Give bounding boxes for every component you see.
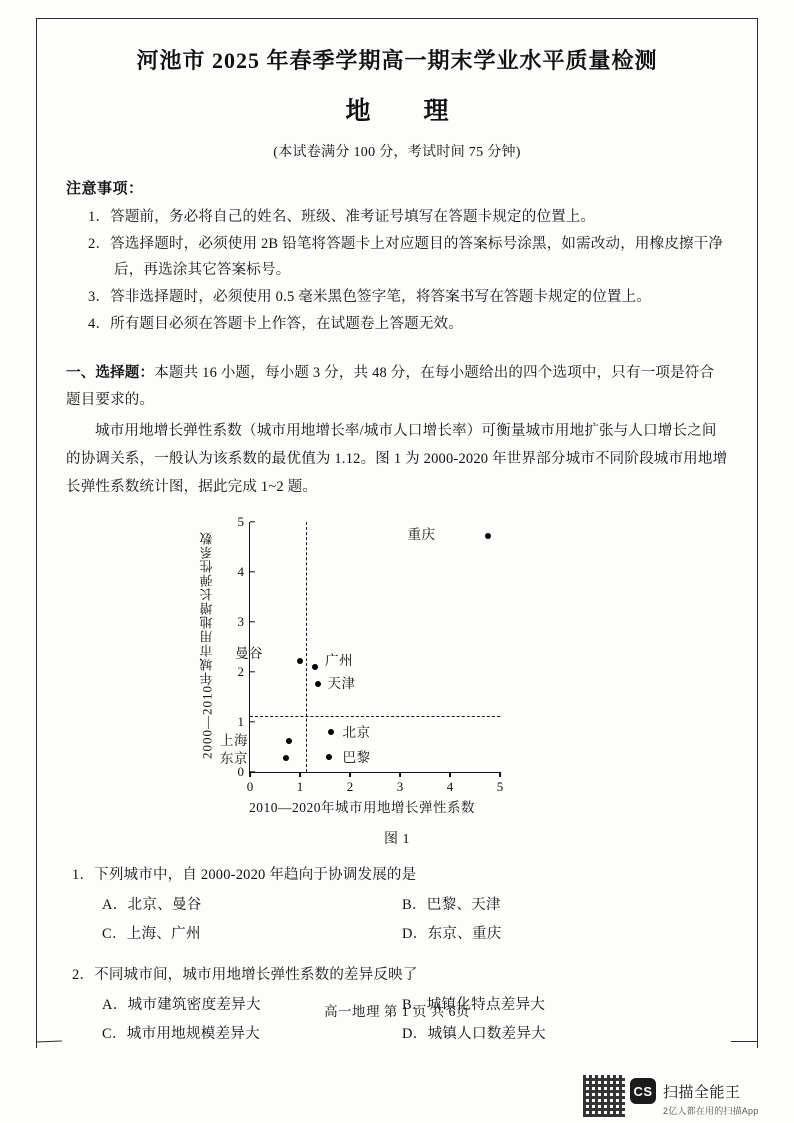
option-d[interactable]: D．东京、重庆	[402, 925, 502, 942]
chart-x-tick: 2	[347, 772, 354, 795]
page-corner-bottom-left	[36, 1041, 62, 1043]
section-instruction: 本题共 16 小题，每小题 3 分，共 48 分，在每小题给出的四个选项中，只有一项是符合题目要求的。	[66, 364, 715, 409]
section-heading	[66, 360, 728, 415]
question-number: 2．	[72, 966, 95, 983]
question-text: 下列城市中，自 2000-2020 年趋向于协调发展的是	[94, 866, 417, 883]
chart-point-label: 天津	[327, 675, 356, 691]
chart-point-label: 曼谷	[235, 645, 263, 661]
page-edge-right	[757, 18, 758, 1048]
figure-1	[66, 514, 728, 848]
chart-point	[283, 755, 289, 761]
chart-point-label: 巴黎	[342, 749, 371, 765]
chart-y-tick: 0	[238, 764, 251, 780]
chart-point	[485, 533, 491, 539]
question-stem	[72, 962, 728, 990]
exam-info: (本试卷满分 100 分，考试时间 75 分钟)	[273, 144, 521, 160]
page-edge-top	[36, 18, 758, 19]
figure-caption: 图 1	[384, 831, 410, 847]
option-a[interactable]: A．北京、曼谷	[102, 897, 202, 914]
scan-app-subtitle: 2亿人都在用的扫描App	[663, 1106, 759, 1116]
option-b[interactable]: B．巴黎、天津	[402, 897, 501, 914]
chart-y-tick: 5	[238, 514, 251, 530]
chart-point	[315, 681, 321, 687]
option-row	[102, 920, 728, 948]
notice-item: 3．答非选择题时，必须使用 0.5 毫米黑色签字笔，将答案书写在答题卡规定的位置上。	[88, 289, 652, 306]
chart-x-tick: 3	[397, 772, 404, 795]
option-c[interactable]: C．上海、广州	[102, 925, 201, 942]
chart-reference-line-x	[306, 522, 307, 772]
chart-x-tick: 4	[447, 772, 454, 795]
chart-x-tick: 1	[297, 772, 304, 795]
passage-text: 城市用地增长弹性系数（城市用地增长率/城市人口增长率）可衡量城市用地扩张与人口增长之间的协调关系，一般认为该系数的最优值为 1.12。图 1 为 2000-2020 年世界部分城市不同阶段城市用地增长弹性系数统计图，据此完成 1~2 题。	[66, 422, 728, 496]
option-d[interactable]: D．城镇人口数差异大	[402, 1025, 546, 1042]
chart-y-tick: 4	[238, 564, 251, 580]
qr-code-icon	[583, 1075, 625, 1117]
scan-app-name: 扫描全能王	[663, 1083, 741, 1101]
exam-subject: 地 理	[345, 97, 463, 125]
chart-point-label: 重庆	[407, 527, 436, 542]
section-label: 一、选择题：	[66, 364, 155, 381]
question-stem	[72, 862, 728, 890]
option-row	[102, 891, 728, 919]
chart-point	[312, 664, 318, 670]
chart-plot-area	[220, 513, 504, 794]
exam-title: 河池市 2025 年春季学期高一期末学业水平质量检测	[136, 48, 658, 73]
chart-y-tick: 2	[238, 664, 251, 680]
option-row	[102, 1020, 728, 1048]
notice-item: 1．答题前，务必将自己的姓名、班级、准考证号填写在答题卡规定的位置上。	[88, 208, 596, 225]
chart-point-label: 广州	[325, 653, 353, 669]
page-corner-bottom-right	[731, 1041, 757, 1042]
chart-point	[297, 658, 303, 664]
page-edge-left	[36, 18, 37, 1048]
document-content	[66, 30, 728, 1048]
chart-point-label: 北京	[342, 724, 371, 740]
chart-y-axis-label: 2000—2010年城市用地增长弹性系数	[199, 530, 215, 759]
notice-item: 4．所有题目必须在答题卡上作答，在试题卷上答题无效。	[88, 316, 463, 333]
chart-point-label: 东京	[220, 750, 248, 766]
chart-y-tick: 1	[238, 714, 251, 730]
chart-point	[326, 754, 332, 760]
question-options	[102, 891, 728, 948]
scatter-chart	[187, 514, 607, 814]
option-b[interactable]: B．城镇化特点差异大	[402, 997, 546, 1014]
chart-point	[328, 729, 334, 735]
option-a[interactable]: A．城市建筑密度差异大	[102, 997, 261, 1014]
option-c[interactable]: C．城市用地规模差异大	[102, 1025, 260, 1042]
question-1	[66, 862, 728, 948]
camscanner-logo-icon: CS	[630, 1078, 656, 1104]
chart-point-label: 上海	[220, 733, 248, 749]
page-footer: 高一地理 第 1 页 共 6页	[324, 1004, 470, 1019]
notice-heading: 注意事项：	[66, 180, 144, 197]
chart-x-tick: 0	[247, 772, 254, 795]
chart-x-tick: 5	[497, 772, 504, 795]
notice-item: 2．答选择题时，必须使用 2B 铅笔将答题卡上对应题目的答案标号涂黑，如需改动，用橡皮擦干净后，再选涂其它答案标号。	[88, 235, 724, 279]
question-number: 1．	[72, 866, 95, 883]
chart-point	[286, 738, 292, 744]
chart-y-tick: 3	[238, 614, 251, 630]
notice-list	[66, 204, 728, 338]
chart-x-axis-label: 2010—2020年城市用地增长弹性系数	[249, 799, 475, 815]
question-text: 不同城市间，城市用地增长弹性系数的差异反映了	[94, 966, 418, 983]
scan-app-watermark	[630, 1078, 741, 1104]
chart-reference-line-y	[250, 716, 500, 717]
